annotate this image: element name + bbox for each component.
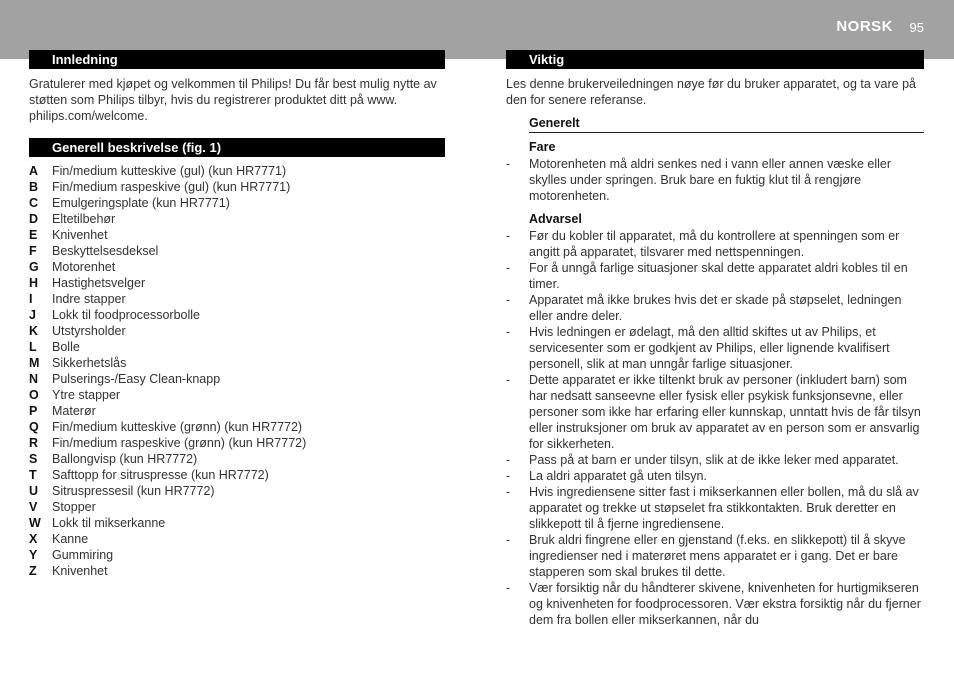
part-name: Knivenhet bbox=[52, 228, 108, 242]
part-name: Emulgeringsplate (kun HR7771) bbox=[52, 196, 230, 210]
part-name: Materør bbox=[52, 404, 96, 418]
list-item bbox=[506, 532, 924, 580]
section-title-description: Generell beskrivelse (fig. 1) bbox=[52, 140, 222, 155]
part-letter: X bbox=[29, 532, 38, 546]
part-letter: K bbox=[29, 324, 39, 338]
section-heading-intro bbox=[29, 50, 445, 69]
section-heading-important bbox=[506, 50, 924, 69]
part-letter: S bbox=[29, 452, 38, 466]
list-item bbox=[506, 260, 924, 292]
part-letter: V bbox=[29, 500, 38, 514]
part-letter: F bbox=[29, 244, 37, 258]
part-name: Hastighetsvelger bbox=[52, 276, 146, 290]
bullet-dash: - bbox=[506, 261, 511, 275]
part-letter: L bbox=[29, 340, 37, 354]
important-intro: Les denne brukerveiledningen nøye før du bruker apparatet, og ta vare på den for senere referanse. bbox=[506, 77, 916, 107]
section-heading-description bbox=[29, 138, 445, 157]
list-item bbox=[29, 371, 306, 387]
part-name: Indre stapper bbox=[52, 292, 126, 306]
part-letter: R bbox=[29, 436, 39, 450]
bullet-dash: - bbox=[506, 325, 511, 339]
part-letter: P bbox=[29, 404, 38, 418]
list-item bbox=[506, 292, 924, 324]
part-letter: U bbox=[29, 484, 39, 498]
list-item bbox=[506, 228, 924, 260]
list-item bbox=[506, 580, 924, 628]
list-item bbox=[29, 243, 306, 259]
list-item bbox=[29, 179, 306, 195]
bullet-dash: - bbox=[506, 453, 511, 467]
list-item bbox=[29, 291, 306, 307]
part-name: Sitruspressesil (kun HR7772) bbox=[52, 484, 215, 498]
bullet-text: Hvis ledningen er ødelagt, må den alltid skiftes ut av Philips, et servicesenter som er godkjent av Philips, eller lignende kvalifisert personell, slik at man unngår farlige situasjoner. bbox=[529, 325, 890, 371]
part-letter: H bbox=[29, 276, 39, 290]
general-rule bbox=[529, 132, 924, 133]
bullet-dash: - bbox=[506, 533, 511, 547]
danger-list bbox=[506, 156, 924, 204]
list-item bbox=[506, 372, 924, 452]
bullet-text: Hvis ingrediensene sitter fast i mikserkannen eller bollen, må du slå av apparatet og trekke ut støpselet fra stikkontakten. Bruk deretter en slikkepott til å fjerne ingrediensene. bbox=[529, 485, 919, 531]
part-letter: Y bbox=[29, 548, 38, 562]
list-item bbox=[29, 547, 306, 563]
list-item bbox=[29, 387, 306, 403]
part-name: Beskyttelsesdeksel bbox=[52, 244, 159, 258]
part-name: Ytre stapper bbox=[52, 388, 121, 402]
list-item bbox=[506, 452, 924, 468]
list-item bbox=[29, 563, 306, 579]
list-item bbox=[29, 211, 306, 227]
list-item bbox=[29, 531, 306, 547]
general-heading: Generelt bbox=[529, 116, 580, 130]
list-item bbox=[506, 468, 924, 484]
part-name: Eltetilbehør bbox=[52, 212, 116, 226]
bullet-text: Pass på at barn er under tilsyn, slik at de ikke leker med apparatet. bbox=[529, 453, 899, 467]
bullet-dash: - bbox=[506, 581, 511, 595]
part-name: Lokk til foodprocessorbolle bbox=[52, 308, 200, 322]
bullet-text: Bruk aldri fingrene eller en gjenstand (f.eks. en slikkepott) til å skyve ingredienser ned i materøret mens apparatet er i gang. Det er bare stapperen som skal brukes til dette. bbox=[529, 533, 906, 579]
part-letter: Z bbox=[29, 564, 37, 578]
bullet-text: La aldri apparatet gå uten tilsyn. bbox=[529, 469, 707, 483]
bullet-text: Før du kobler til apparatet, må du kontrollere at spenningen som er angitt på apparatet, tilsvarer med nettspenningen. bbox=[529, 229, 900, 259]
part-letter: T bbox=[29, 468, 37, 482]
list-item bbox=[29, 499, 306, 515]
parts-list bbox=[29, 163, 306, 579]
part-name: Fin/medium raspeskive (grønn) (kun HR7772) bbox=[52, 436, 307, 450]
part-name: Safttopp for sitruspresse (kun HR7772) bbox=[52, 468, 269, 482]
list-item bbox=[506, 484, 924, 532]
part-name: Pulserings-/Easy Clean-knapp bbox=[52, 372, 221, 386]
part-letter: N bbox=[29, 372, 39, 386]
list-item bbox=[29, 467, 306, 483]
bullet-dash: - bbox=[506, 485, 511, 499]
part-name: Kanne bbox=[52, 532, 89, 546]
part-letter: E bbox=[29, 228, 38, 242]
part-name: Stopper bbox=[52, 500, 96, 514]
part-letter: J bbox=[29, 308, 36, 322]
warning-list bbox=[506, 228, 924, 628]
part-name: Utstyrsholder bbox=[52, 324, 126, 338]
list-item bbox=[29, 227, 306, 243]
list-item bbox=[29, 419, 306, 435]
bullet-dash: - bbox=[506, 293, 511, 307]
part-letter: G bbox=[29, 260, 39, 274]
part-letter: C bbox=[29, 196, 39, 210]
danger-heading: Fare bbox=[529, 140, 556, 154]
bullet-dash: - bbox=[506, 229, 511, 243]
list-item bbox=[506, 324, 924, 372]
part-letter: Q bbox=[29, 420, 39, 434]
part-name: Motorenhet bbox=[52, 260, 116, 274]
list-item bbox=[29, 323, 306, 339]
bullet-text: For å unngå farlige situasjoner skal dette apparatet aldri kobles til en timer. bbox=[529, 261, 908, 291]
part-name: Ballongvisp (kun HR7772) bbox=[52, 452, 198, 466]
list-item bbox=[29, 515, 306, 531]
list-item bbox=[29, 163, 306, 179]
list-item bbox=[29, 435, 306, 451]
part-name: Gummiring bbox=[52, 548, 114, 562]
part-letter: A bbox=[29, 164, 39, 178]
bullet-dash: - bbox=[506, 157, 511, 171]
section-title-intro: Innledning bbox=[52, 52, 118, 67]
bullet-text: Motorenheten må aldri senkes ned i vann eller annen væske eller skylles under springen. Bruk bare en fuktig klut til å rengjøre motorenheten. bbox=[529, 157, 892, 203]
part-letter: B bbox=[29, 180, 39, 194]
list-item bbox=[29, 195, 306, 211]
part-name: Bolle bbox=[52, 340, 80, 354]
list-item bbox=[29, 403, 306, 419]
page-number: 95 bbox=[909, 20, 924, 35]
part-name: Fin/medium raspeskive (gul) (kun HR7771) bbox=[52, 180, 291, 194]
bullet-dash: - bbox=[506, 373, 511, 387]
language-label: NORSK bbox=[836, 18, 893, 35]
section-title-important: Viktig bbox=[529, 52, 565, 67]
bullet-dash: - bbox=[506, 469, 511, 483]
bullet-text: Vær forsiktig når du håndterer skivene, knivenheten for hurtigmikseren og knivenheten for foodprocessoren. Vær ekstra forsiktig når du fjerner dem fra bollen eller mikserkannen, når du bbox=[529, 581, 921, 627]
list-item bbox=[29, 339, 306, 355]
part-letter: M bbox=[29, 356, 40, 370]
list-item bbox=[29, 307, 306, 323]
part-name: Fin/medium kutteskive (grønn) (kun HR7772) bbox=[52, 420, 303, 434]
list-item bbox=[29, 355, 306, 371]
part-name: Sikkerhetslås bbox=[52, 356, 127, 370]
part-name: Knivenhet bbox=[52, 564, 108, 578]
part-letter: I bbox=[29, 292, 33, 306]
list-item bbox=[29, 483, 306, 499]
part-letter: D bbox=[29, 212, 39, 226]
list-item bbox=[29, 451, 306, 467]
part-letter: O bbox=[29, 388, 39, 402]
intro-paragraph: Gratulerer med kjøpet og velkommen til Philips! Du får best mulig nytte av støtten som Philips tilbyr, hvis du registrerer produktet ditt på www. philips.com/welcome. bbox=[29, 77, 437, 123]
list-item bbox=[29, 275, 306, 291]
list-item bbox=[29, 259, 306, 275]
bullet-text: Dette apparatet er ikke tiltenkt bruk av personer (inkludert barn) som har nedsatt sanseevne eller fysisk eller psykisk funksjonsevne, eller personer som ikke har erfaring eller kunnskap, unntatt hvis de får tilsyn eller instruksjoner om bruk av apparatet av en person som er ansvarlig for sikkerheten. bbox=[529, 373, 921, 451]
warning-heading: Advarsel bbox=[529, 212, 582, 226]
list-item bbox=[506, 156, 924, 204]
part-name: Lokk til mikserkanne bbox=[52, 516, 166, 530]
bullet-text: Apparatet må ikke brukes hvis det er skade på støpselet, ledningen eller andre deler. bbox=[529, 293, 902, 323]
part-letter: W bbox=[29, 516, 41, 530]
part-name: Fin/medium kutteskive (gul) (kun HR7771) bbox=[52, 164, 287, 178]
